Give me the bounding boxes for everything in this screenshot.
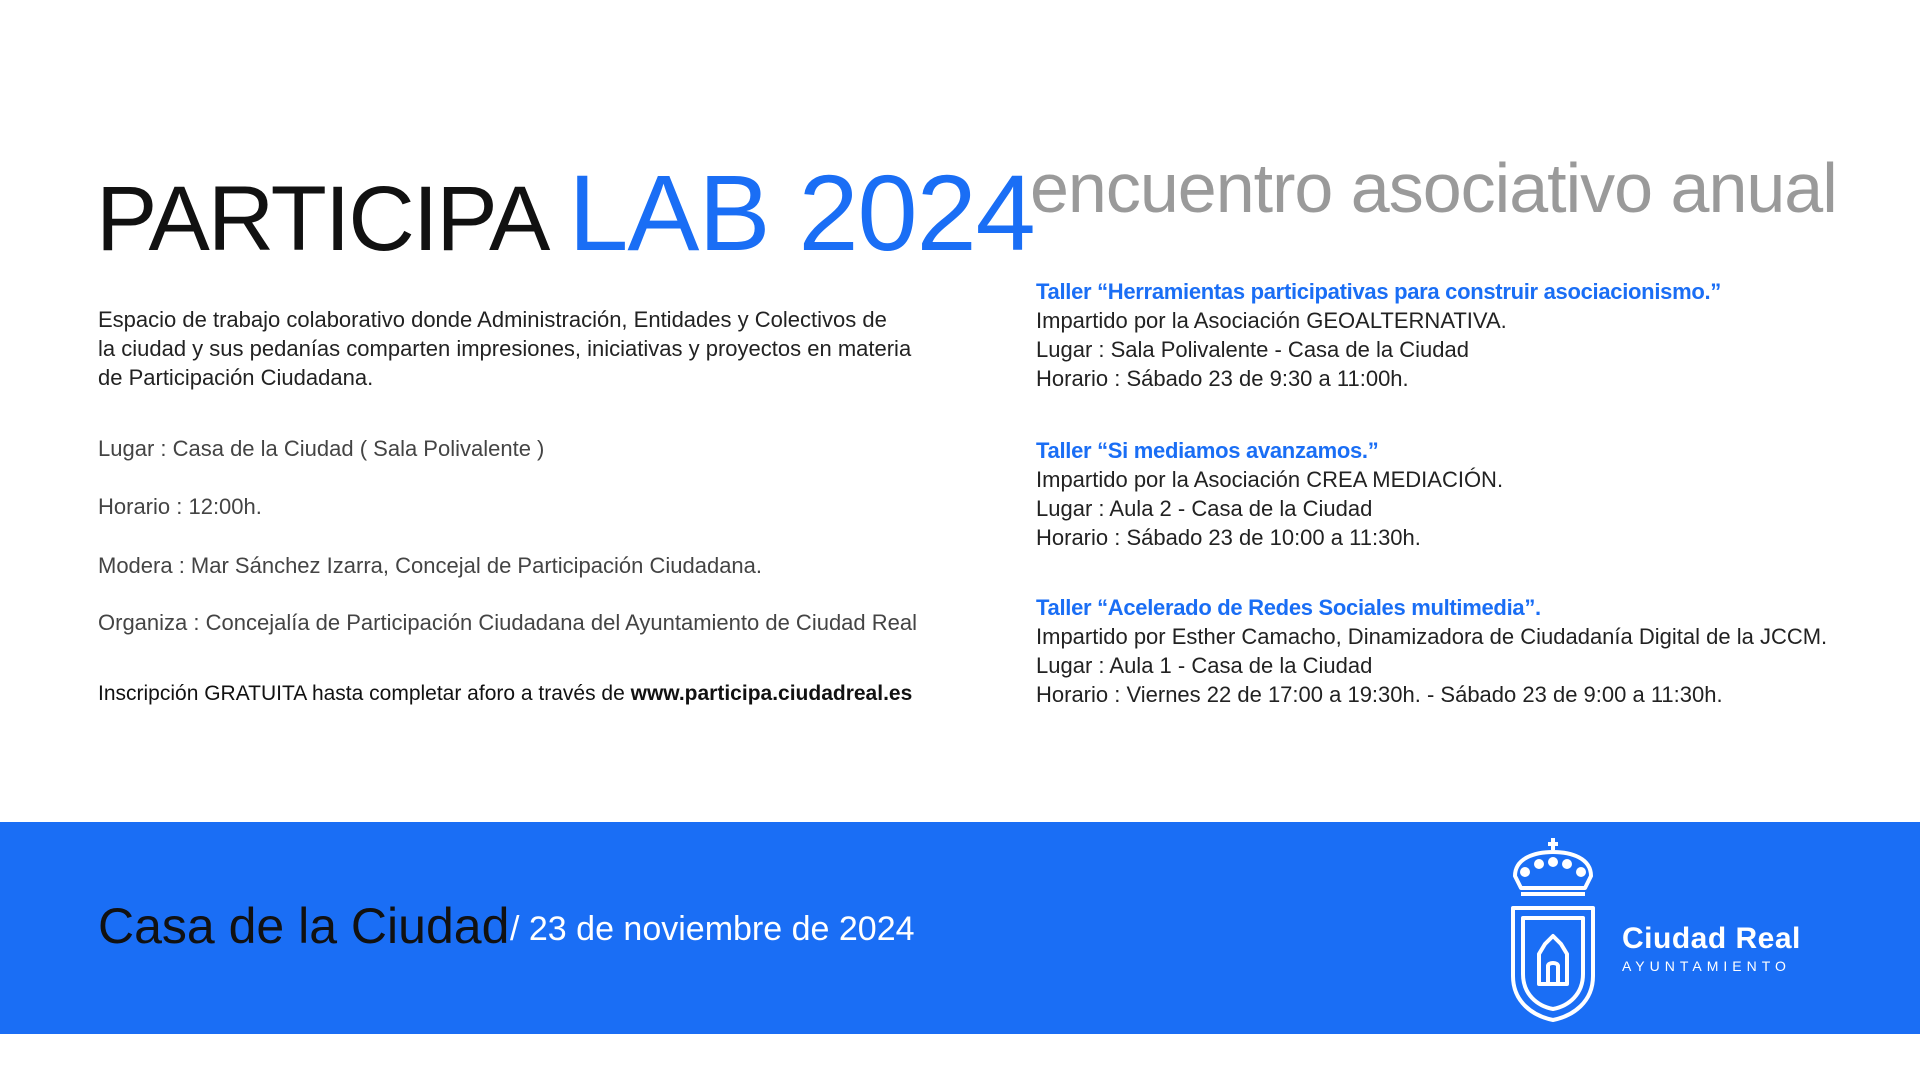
info-modera: Modera : Mar Sánchez Izarra, Concejal de Participación Ciudadana.: [98, 553, 763, 578]
signup-line: [98, 682, 912, 706]
footer-date: / 23 de noviembre de 2024: [510, 910, 915, 948]
workshop-by: Impartido por la Asociación CREA MEDIACIÓN.: [1036, 467, 1504, 492]
coat-of-arms-icon: [1505, 836, 1601, 1022]
info-horario: Horario : 12:00h.: [98, 494, 262, 519]
workshop-time: Horario : Viernes 22 de 17:00 a 19:30h. - Sábado 23 de 9:00 a 11:30h.: [1036, 682, 1723, 707]
brand-sub: AYUNTAMIENTO: [1622, 958, 1791, 974]
city-logo: [1622, 922, 1801, 974]
workshop-time: Horario : Sábado 23 de 9:30 a 11:00h.: [1036, 366, 1409, 391]
workshop-by: Impartido por Esther Camacho, Dinamizadora de Ciudadanía Digital de la JCCM.: [1036, 624, 1828, 649]
event-title: [96, 150, 1035, 275]
workshop-2: [1036, 436, 1896, 552]
intro-line: Espacio de trabajo colaborativo donde Administración, Entidades y Colectivos de: [98, 307, 887, 332]
workshop-place: Lugar : Aula 1 - Casa de la Ciudad: [1036, 653, 1373, 678]
info-organiza: Organiza : Concejalía de Participación Ciudadana del Ayuntamiento de Ciudad Real: [98, 610, 918, 635]
workshop-title: Taller “Acelerado de Redes Sociales multimedia”.: [1036, 595, 1541, 620]
workshop-by: Impartido por la Asociación GEOALTERNATIVA.: [1036, 308, 1507, 333]
title-lab-2024: LAB 2024: [568, 152, 1035, 273]
workshop-1: [1036, 277, 1896, 393]
workshop-3: [1036, 593, 1896, 709]
event-subtitle: encuentro asociativo anual: [1030, 149, 1837, 227]
title-participa: PARTICIPA: [96, 168, 549, 270]
brand-name: Ciudad Real: [1622, 922, 1801, 955]
signup-text: Inscripción GRATUITA hasta completar aforo a través de: [98, 682, 631, 705]
footer-banner: [0, 822, 1920, 1034]
intro-line: la ciudad y sus pedanías comparten impresiones, iniciativas y proyectos en materia: [98, 336, 912, 361]
signup-url-link[interactable]: www.participa.ciudadreal.es: [630, 682, 913, 705]
workshop-time: Horario : Sábado 23 de 10:00 a 11:30h.: [1036, 525, 1421, 550]
intro-line: de Participación Ciudadana.: [98, 365, 374, 390]
workshop-place: Lugar : Sala Polivalente - Casa de la Ciudad: [1036, 337, 1469, 362]
intro-text: [98, 305, 928, 392]
workshop-place: Lugar : Aula 2 - Casa de la Ciudad: [1036, 496, 1373, 521]
footer-place: Casa de la Ciudad: [98, 898, 510, 954]
info-lugar: Lugar : Casa de la Ciudad ( Sala Polivalente ): [98, 436, 545, 461]
workshop-title: Taller “Si mediamos avanzamos.”: [1036, 438, 1379, 463]
workshop-title: Taller “Herramientas participativas para construir asociacionismo.”: [1036, 279, 1721, 304]
